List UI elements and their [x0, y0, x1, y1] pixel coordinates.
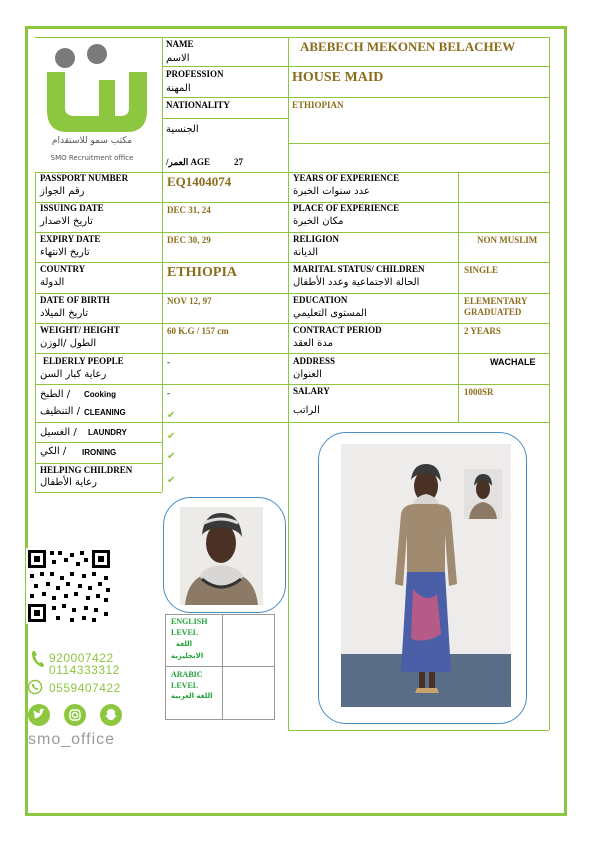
contract-value: 2 YEARS	[464, 326, 501, 336]
country-label: COUNTRY	[40, 264, 86, 274]
dob-label-ar: تاريخ الميلاد	[40, 308, 89, 319]
profession-value: HOUSE MAID	[292, 70, 384, 85]
cooking-label-ar: الطبخ /	[40, 389, 71, 400]
laundry-check-icon: ✔	[167, 431, 176, 442]
english-label-ar-2: الانجليزية	[171, 652, 204, 660]
religion-label-ar: الديانة	[293, 247, 319, 258]
ironing-check-icon: ✔	[167, 451, 176, 462]
religion-label: RELIGION	[293, 234, 340, 244]
grid-line	[288, 37, 289, 172]
phone-number-1: 920007422	[49, 651, 114, 665]
experience-place-label-ar: مكان الخبرة	[293, 216, 344, 227]
laundry-label-ar: الغسيل /	[40, 427, 77, 438]
phone-number-2: 0114333312	[49, 663, 120, 677]
name-value: ABEBECH MEKONEN BELACHEW	[300, 39, 516, 54]
whatsapp-icon	[27, 679, 43, 700]
address-label-ar: العنوان	[293, 369, 322, 380]
cleaning-check-icon: ✔	[167, 410, 176, 421]
dob-value: NOV 12, 97	[167, 296, 212, 306]
salary-label-ar: الراتب	[293, 405, 320, 416]
expiry-date-label: EXPIRY DATE	[40, 234, 101, 244]
weight-height-label-ar: الطول /الوزن	[40, 338, 97, 349]
logo-english-text: SMO Recruitment office	[50, 154, 134, 162]
marital-value: SINGLE	[464, 265, 499, 275]
grid-line	[162, 118, 288, 119]
qr-code	[26, 548, 112, 624]
elderly-label-ar: رعاية كبار السن	[40, 369, 107, 380]
profession-label-ar: المهنة	[166, 83, 191, 94]
grid-line	[288, 143, 549, 144]
salary-label: SALARY	[293, 386, 330, 396]
social-handle: smo_office	[28, 731, 116, 748]
snapchat-icon	[100, 704, 122, 731]
arabic-label-2: LEVEL	[171, 681, 199, 690]
portrait-photo	[180, 507, 263, 605]
grid-line	[35, 463, 162, 464]
twitter-icon	[28, 704, 50, 731]
cooking-value: -	[167, 388, 170, 398]
dob-label: DATE OF BIRTH	[40, 295, 110, 305]
weight-height-value: 60 K.G / 157 cm	[167, 326, 229, 336]
nationality-value: ETHIOPIAN	[292, 100, 344, 110]
experience-years-label-ar: عدد سنوات الخبرة	[293, 186, 370, 197]
logo-arabic-text: مكتب سمو للاستقدام	[51, 136, 133, 146]
passport-value: EQ1404074	[167, 174, 232, 189]
experience-years-label: YEARS OF EXPERIENCE	[293, 173, 400, 183]
contract-label: CONTRACT PERIOD	[293, 325, 382, 335]
helping-label: HELPING CHILDREN	[40, 465, 133, 475]
address-value: WACHALE	[490, 357, 536, 367]
ironing-label-ar: الكي /	[40, 446, 67, 457]
contract-label-ar: مدة العقد	[293, 338, 333, 349]
grid-line	[162, 97, 549, 98]
education-label-ar: المستوى التعليمي	[293, 308, 367, 319]
phone-icon	[30, 649, 46, 674]
company-logo	[37, 40, 162, 170]
grid-line	[288, 730, 549, 731]
elderly-label: ELDERLY PEOPLE	[43, 356, 124, 366]
name-label-ar: الاسم	[166, 53, 190, 64]
cleaning-label-ar: التنظيف /	[40, 406, 80, 417]
whatsapp-number: 0559407422	[49, 681, 121, 695]
age-value: 27	[234, 157, 243, 167]
helping-label-ar: رعاية الأطفال	[40, 477, 97, 488]
education-label: EDUCATION	[293, 295, 348, 305]
grid-line	[162, 37, 163, 172]
grid-line	[35, 202, 549, 203]
helping-check-icon: ✔	[167, 475, 176, 486]
logo-mark-icon	[37, 40, 162, 140]
grid-line	[35, 172, 36, 492]
grid-line	[35, 353, 549, 354]
salary-value: 1000SR	[464, 387, 494, 397]
instagram-icon	[64, 704, 86, 731]
grid-line	[35, 37, 549, 38]
country-label-ar: الدولة	[40, 277, 65, 288]
fullbody-photo	[341, 444, 511, 707]
experience-place-label: PLACE OF EXPERIENCE	[293, 203, 400, 213]
grid-line	[162, 422, 163, 492]
issuing-date-label-ar: تاريخ الاصدار	[40, 216, 93, 227]
grid-line	[549, 37, 550, 730]
marital-label: MARITAL STATUS/ CHILDREN	[293, 264, 425, 274]
grid-line	[35, 232, 549, 233]
address-label: ADDRESS	[293, 356, 336, 366]
issuing-date-value: DEC 31, 24	[167, 205, 211, 215]
grid-line	[35, 442, 162, 443]
education-value-1: ELEMENTARY	[464, 296, 528, 306]
english-label-2: LEVEL	[171, 628, 199, 637]
laundry-label: LAUNDRY	[88, 428, 127, 437]
grid-line	[35, 422, 549, 423]
grid-line	[165, 666, 275, 667]
country-value: ETHIOPIA	[167, 265, 238, 280]
grid-line	[35, 293, 549, 294]
passport-label-ar: رقم الجواز	[40, 186, 85, 197]
issuing-date-label: ISSUING DATE	[40, 203, 104, 213]
grid-line	[162, 66, 549, 67]
nationality-label: NATIONALITY	[166, 100, 230, 110]
ironing-label: IRONING	[82, 448, 117, 457]
arabic-label-ar: اللغة العربية	[171, 692, 213, 700]
grid-line	[35, 384, 549, 385]
nationality-label-ar: الجنسية	[166, 124, 199, 135]
profession-label: PROFESSION	[166, 69, 224, 79]
elderly-value: -	[167, 357, 170, 367]
grid-line	[35, 262, 549, 263]
expiry-date-value: DEC 30, 29	[167, 235, 211, 245]
english-label-ar-1: اللغة	[176, 640, 193, 648]
grid-line	[222, 614, 223, 720]
cooking-label: Cooking	[84, 390, 116, 399]
weight-height-label: WEIGHT/ HEIGHT	[40, 325, 120, 335]
grid-line	[35, 492, 162, 493]
education-value-2: GRADUATED	[464, 307, 522, 317]
grid-line	[288, 422, 289, 730]
age-label: /العمر AGE	[166, 157, 211, 167]
passport-label: PASSPORT NUMBER	[40, 173, 129, 183]
marital-label-ar: الحالة الاجتماعية وعدد الأطفال	[293, 277, 420, 288]
arabic-label-1: ARABIC	[171, 670, 203, 679]
religion-value: NON MUSLIM	[477, 235, 538, 245]
grid-line	[35, 323, 549, 324]
expiry-date-label-ar: تاريخ الانتهاء	[40, 247, 90, 258]
cleaning-label: CLEANING	[84, 408, 126, 417]
english-label-1: ENGLISH	[171, 617, 208, 626]
name-label: NAME	[166, 39, 194, 49]
